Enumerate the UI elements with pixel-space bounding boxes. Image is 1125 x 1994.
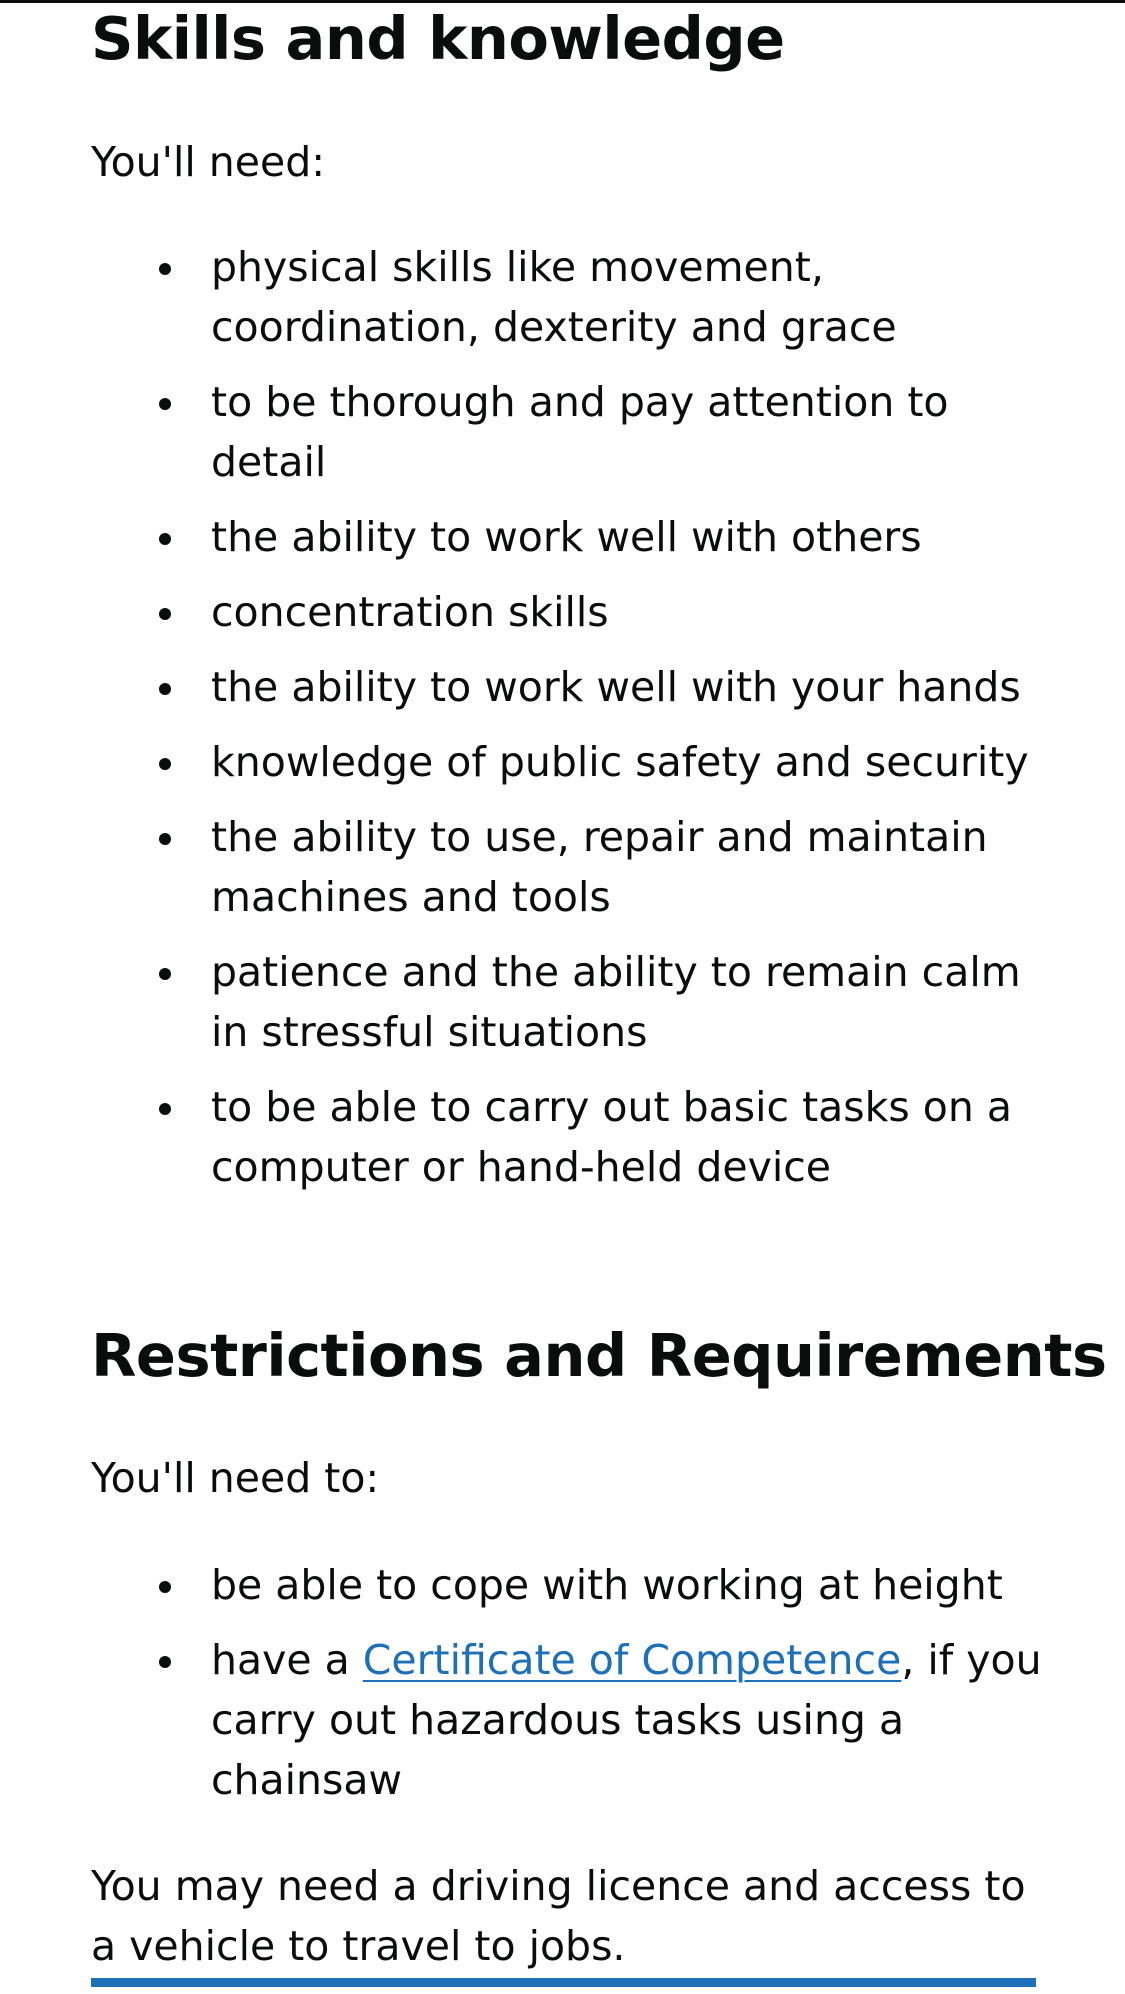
bullet-icon (159, 263, 171, 275)
list-item-text-suffix: , if you carry out hazardous tasks using a chainsaw (211, 1636, 1042, 1804)
list-item-text: the ability to work well with others (211, 513, 922, 561)
list-item-text: physical skills like movement, coordination, dexterity and grace (211, 243, 897, 351)
list-item (91, 237, 1051, 357)
list-item (91, 807, 1051, 927)
bullet-icon (159, 683, 171, 695)
list-item-text: be able to cope with working at height (211, 1561, 1003, 1609)
bullet-icon (159, 398, 171, 410)
bullet-icon (159, 758, 171, 770)
driving-licence-note: You may need a driving licence and access to a vehicle to travel to jobs. (91, 1862, 1026, 1970)
list-item (91, 582, 1051, 642)
list-item (91, 732, 1051, 792)
list-item-text: patience and the ability to remain calm in stressful situations (211, 948, 1021, 1056)
restrictions-list (91, 1555, 1051, 1825)
list-item-text: the ability to work well with your hands (211, 663, 1021, 711)
certificate-of-competence-link[interactable]: Certificate of Competence (362, 1636, 902, 1684)
restrictions-intro: You'll need to: (91, 1454, 380, 1502)
list-item-text: to be able to carry out basic tasks on a computer or hand-held device (211, 1083, 1013, 1191)
list-item (91, 942, 1051, 1062)
list-item-text: to be thorough and pay attention to detail (211, 378, 949, 486)
list-item-text: concentration skills (211, 588, 609, 636)
bullet-icon (159, 833, 171, 845)
list-item (91, 1630, 1051, 1810)
list-item (91, 657, 1051, 717)
list-item (91, 507, 1051, 567)
list-item (91, 1555, 1051, 1615)
skills-intro: You'll need: (91, 138, 326, 186)
list-item (91, 372, 1051, 492)
list-item-text-prefix: have a (211, 1636, 363, 1684)
skills-heading: Skills and knowledge (91, 4, 785, 73)
list-item (91, 1077, 1051, 1197)
bullet-icon (159, 608, 171, 620)
bullet-icon (159, 533, 171, 545)
section-divider-bar (91, 1978, 1036, 1987)
bullet-icon (159, 1103, 171, 1115)
bullet-icon (159, 968, 171, 980)
list-item-text: knowledge of public safety and security (211, 738, 1029, 786)
list-item-text: the ability to use, repair and maintain machines and tools (211, 813, 988, 921)
restrictions-heading: Restrictions and Requirements (91, 1321, 1107, 1390)
bullet-icon (159, 1656, 171, 1668)
skills-list (91, 237, 1051, 1212)
bullet-icon (159, 1581, 171, 1593)
